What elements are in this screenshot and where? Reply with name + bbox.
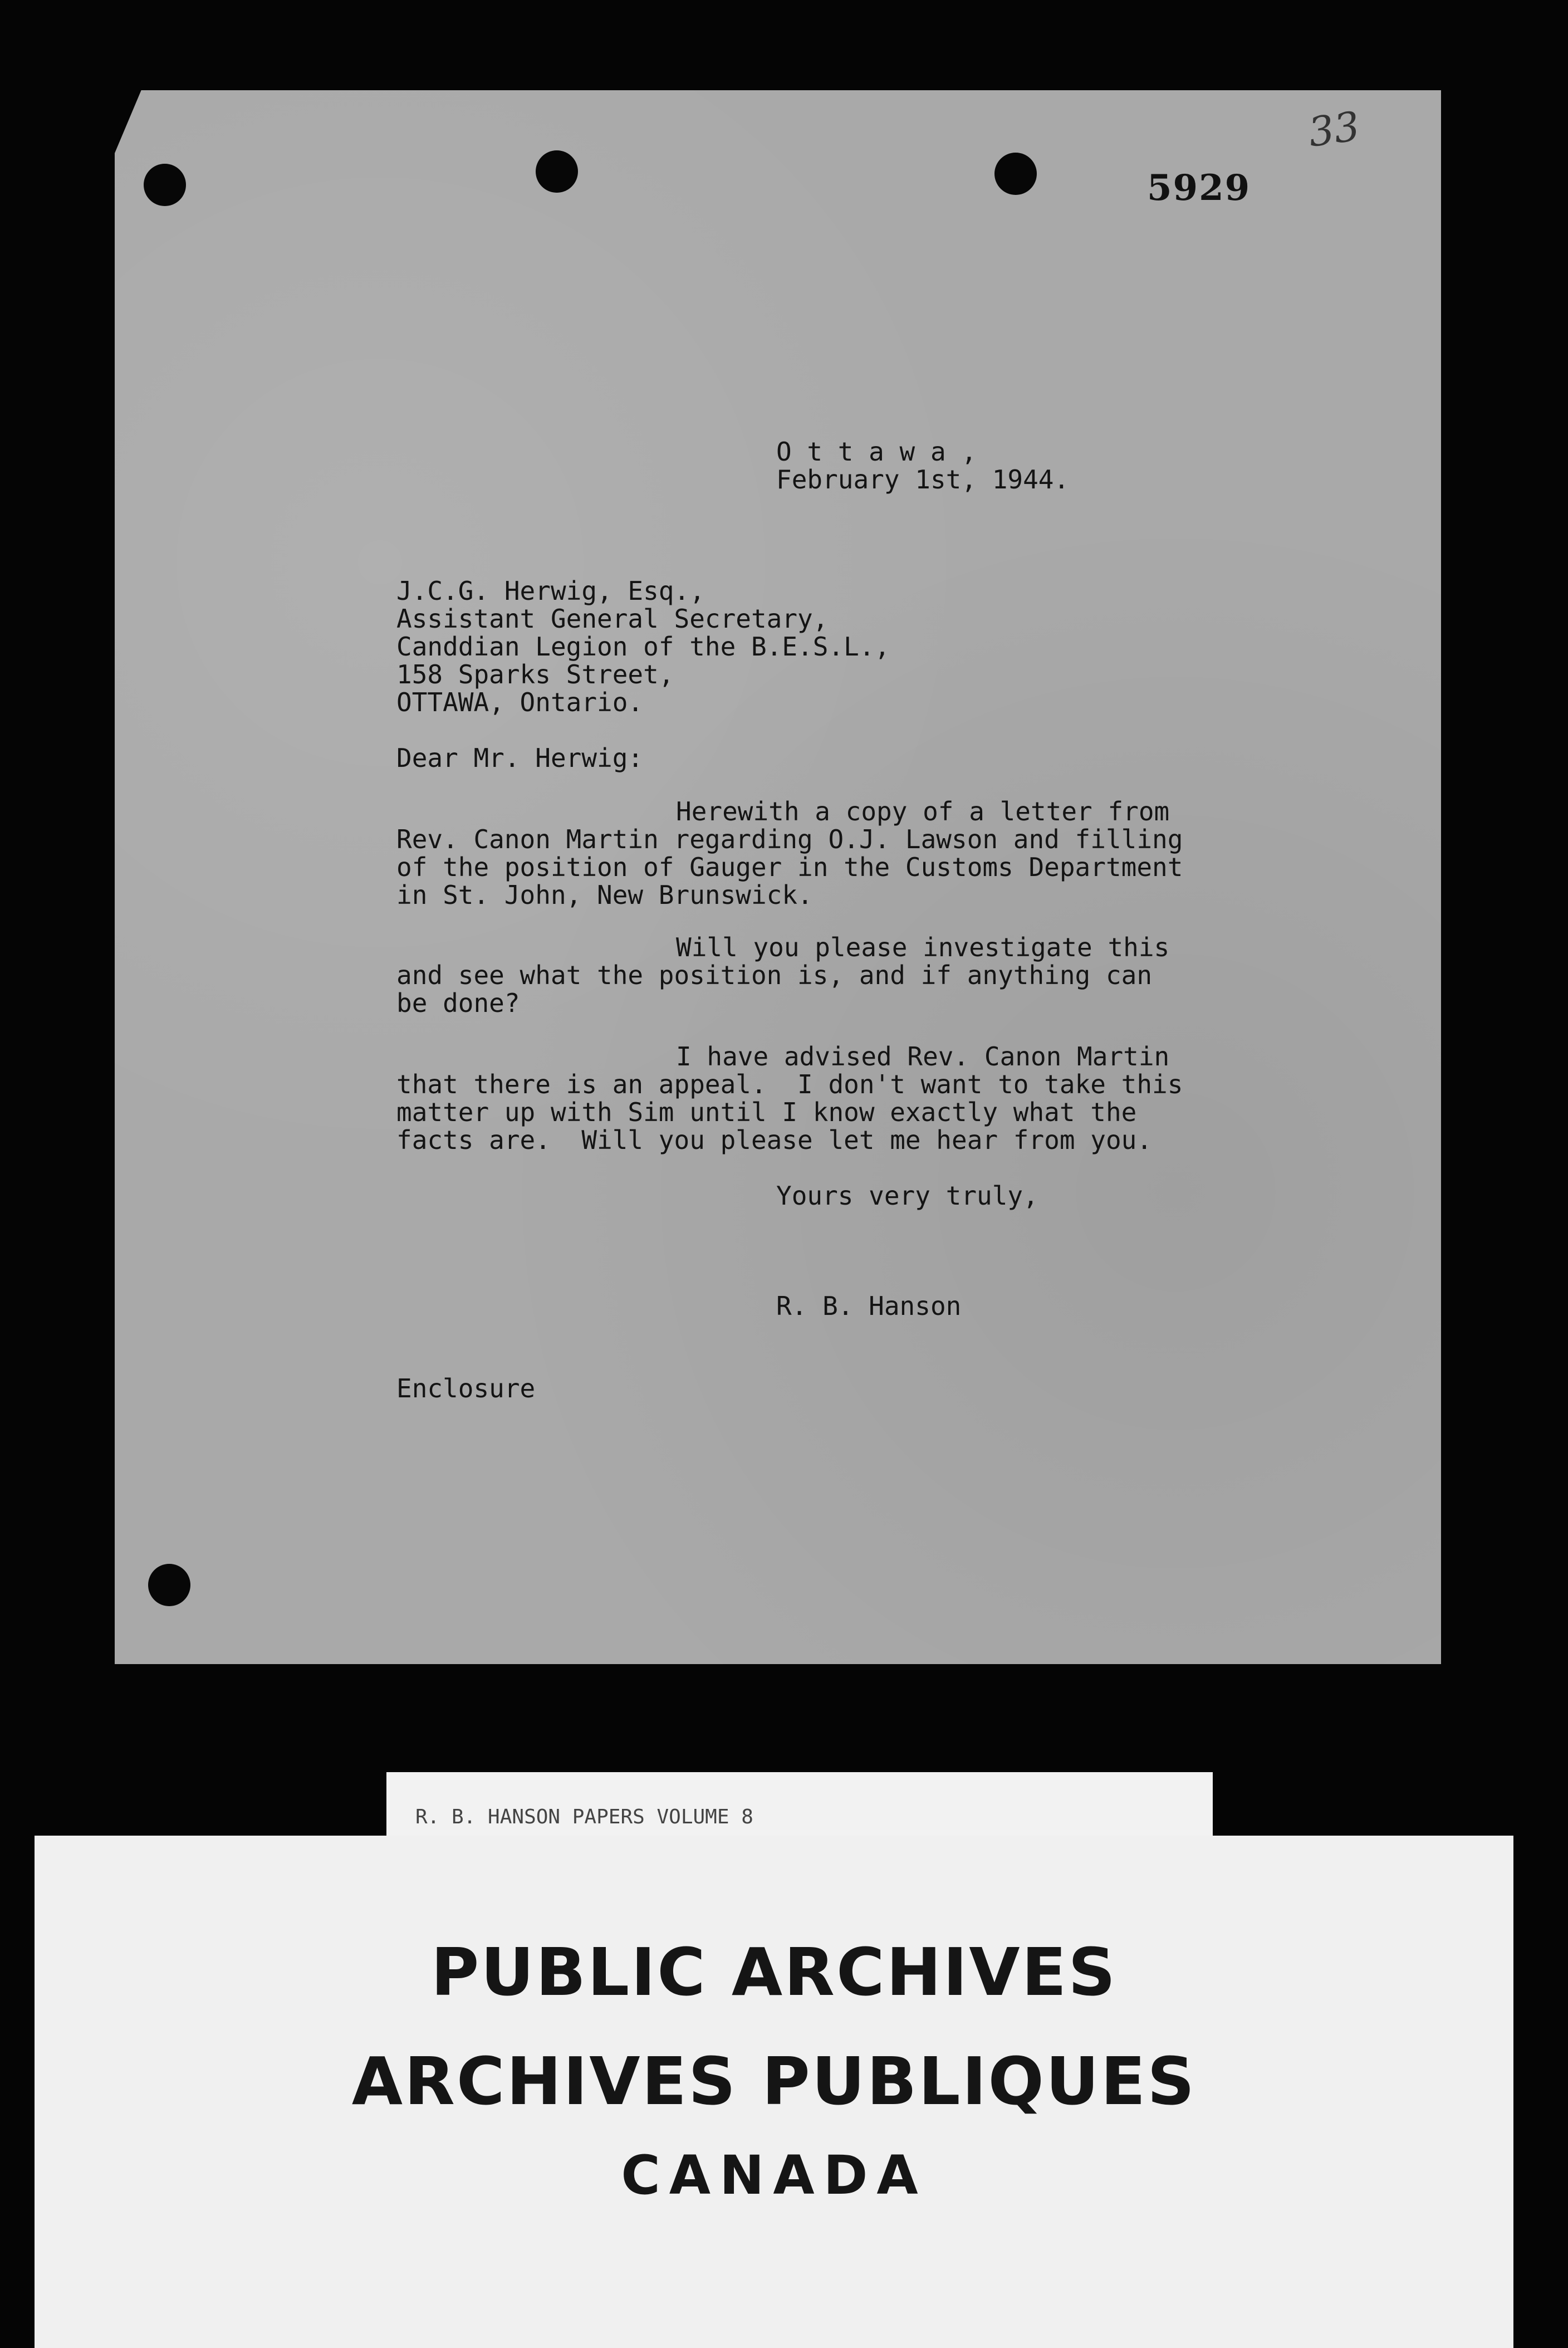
paragraph-line: Rev. Canon Martin regarding O.J. Lawson and filling <box>396 824 1183 854</box>
stamp-line-public-archives: PUBLIC ARCHIVES <box>430 1934 1118 2011</box>
pencil-mark: 33 <box>1305 102 1363 156</box>
punch-hole-top-left <box>144 164 186 206</box>
enclosure: Enclosure <box>396 1373 536 1403</box>
punch-hole-bottom-left <box>148 1564 190 1606</box>
signature: R. B. Hanson <box>776 1291 962 1321</box>
closing: Yours very truly, <box>776 1181 1038 1211</box>
page-number: 5929 <box>1147 167 1251 209</box>
place-line: O t t a w a , <box>776 437 977 467</box>
paragraph-line: facts are. Will you please let me hear from you. <box>396 1125 1153 1155</box>
recipient-line: Assistant General Secretary, <box>396 604 829 634</box>
archives-stamp <box>35 1836 1513 2348</box>
paragraph-line: of the position of Gauger in the Customs Department <box>396 852 1183 882</box>
stamp-line-canada: CANADA <box>621 2144 927 2207</box>
salutation: Dear Mr. Herwig: <box>396 743 644 773</box>
stamp-line-archives-publiques: ARCHIVES PUBLIQUES <box>351 2043 1197 2120</box>
punch-hole-top-right <box>994 153 1037 195</box>
volume-label-text: R. B. HANSON PAPERS VOLUME 8 <box>415 1806 753 1828</box>
recipient-line: 158 Sparks Street, <box>396 659 674 689</box>
date-line: February 1st, 1944. <box>776 464 1070 495</box>
paragraph-line: I have advised Rev. Canon Martin <box>676 1041 1170 1072</box>
paragraph-line: Herewith a copy of a letter from <box>676 796 1170 826</box>
paragraph-line: in St. John, New Brunswick. <box>396 880 813 910</box>
paragraph-line: that there is an appeal. I don't want to take this <box>396 1069 1183 1099</box>
recipient-line: J.C.G. Herwig, Esq., <box>396 576 705 606</box>
recipient-line: Canddian Legion of the B.E.S.L., <box>396 632 890 662</box>
paragraph-line: and see what the position is, and if anything can <box>396 960 1153 990</box>
paragraph-line: matter up with Sim until I know exactly what the <box>396 1097 1137 1127</box>
recipient-line: OTTAWA, Ontario. <box>396 687 644 717</box>
paragraph-line: be done? <box>396 988 520 1018</box>
paragraph-line: Will you please investigate this <box>676 932 1170 962</box>
punch-hole-top-center <box>536 150 578 193</box>
volume-label <box>386 1772 1213 1840</box>
